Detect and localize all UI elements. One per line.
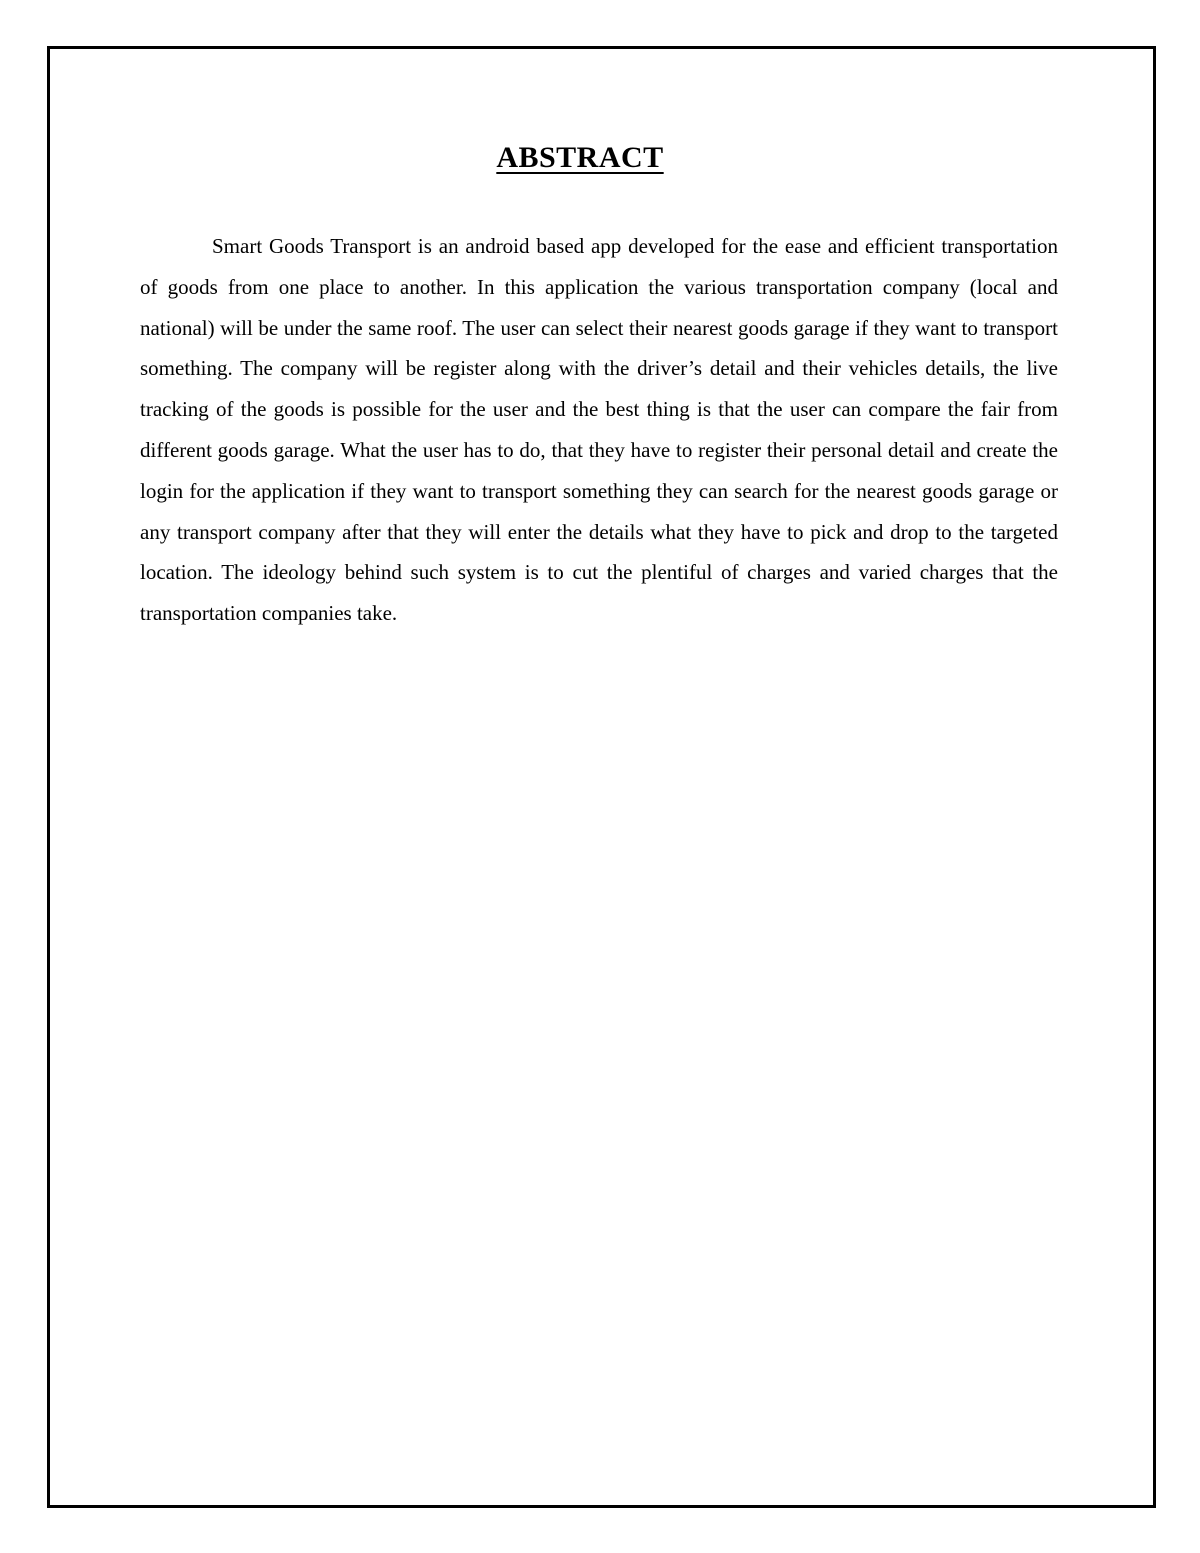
page-title: ABSTRACT [496, 141, 664, 174]
abstract-paragraph: Smart Goods Transport is an android based app developed for the ease and efficient transportation of goods from one place to another. In this application the various transportation company (local and national) will be under the same roof. The user can select their nearest goods garage if they want to transport something. The company will be register along with the driver’s detail and their vehicles details, the live tracking of the goods is possible for the user and the best thing is that the user can compare the fair from different goods garage. What the user has to do, that they have to register their personal detail and create the login for the application if they want to transport something they can search for the nearest goods garage or any transport company after that they will enter the details what they have to pick and drop to the targeted location. The ideology behind such system is to cut the plentiful of charges and varied charges that the transportation companies take. [140, 234, 1058, 626]
